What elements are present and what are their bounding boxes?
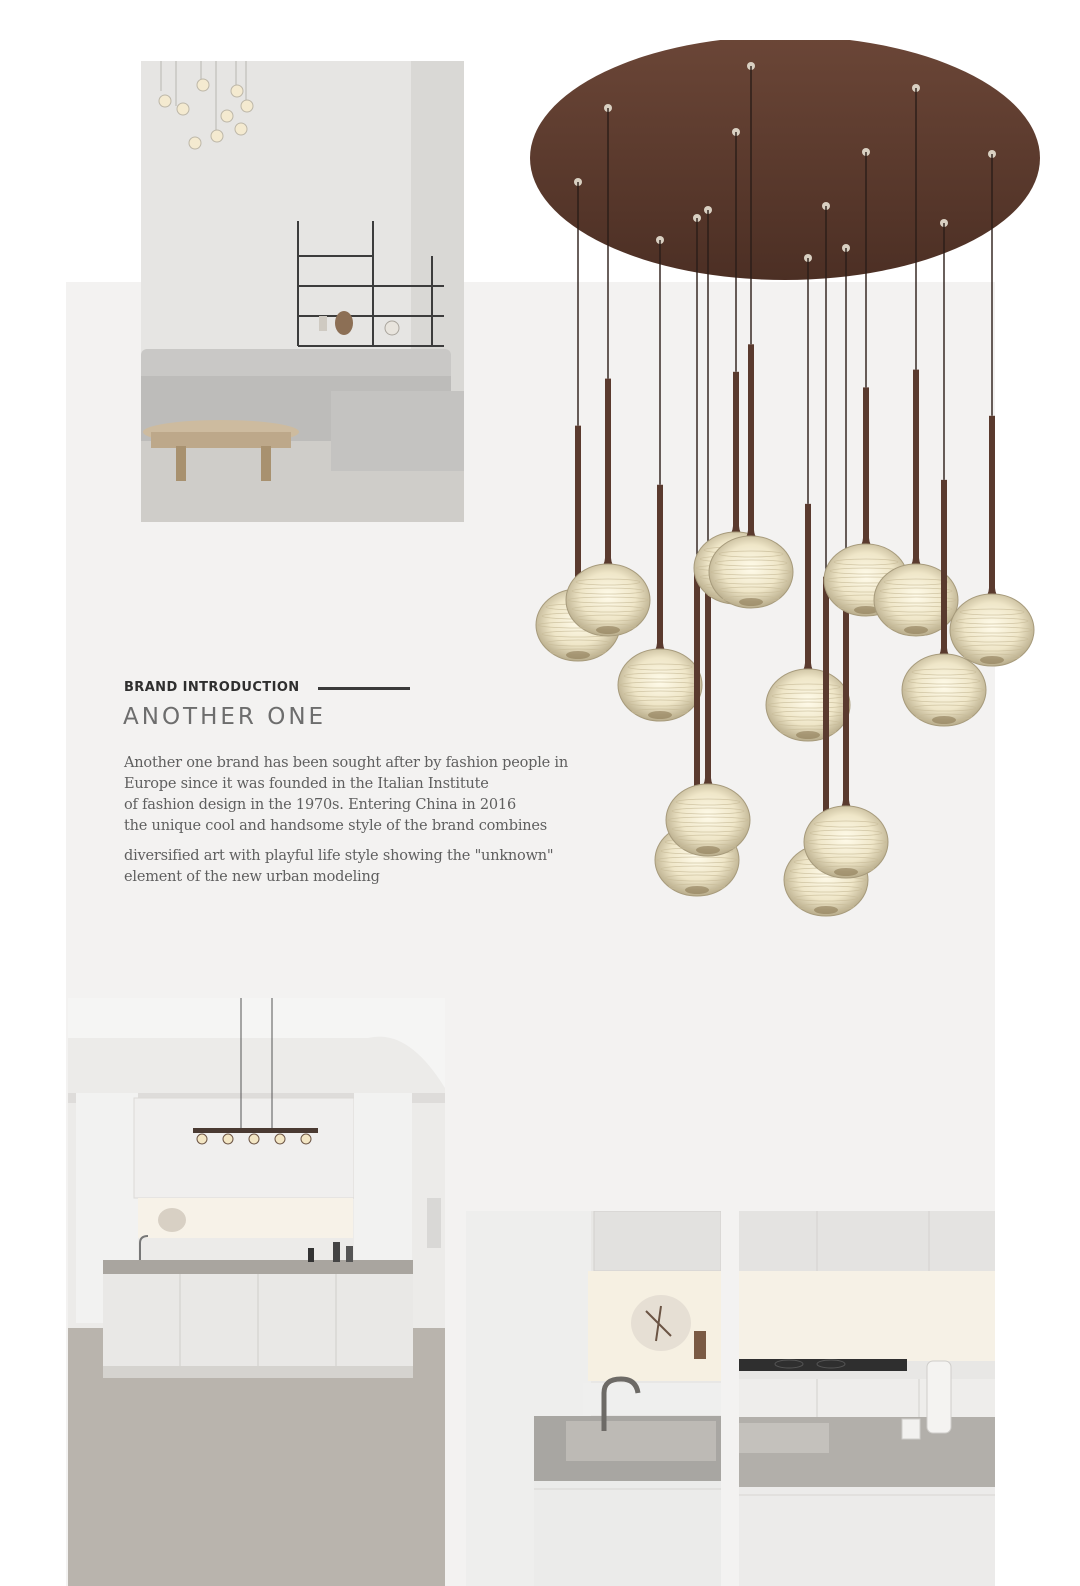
paragraph-line: of fashion design in the 1970s. Entering China in 2016 <box>124 797 516 813</box>
paragraph-line: Europe since it was founded in the Italian Institute <box>124 776 489 792</box>
pendant-lamp <box>766 254 850 741</box>
counter-photo <box>739 1211 995 1586</box>
living-room-photo <box>141 61 464 522</box>
paragraph-line: element of the new urban modeling <box>124 869 380 885</box>
kitchen-photo <box>68 998 445 1586</box>
paragraph-line: diversified art with playful life style showing the "unknown" <box>124 848 554 864</box>
chandelier-product-image <box>520 40 1055 930</box>
pendant-lamp <box>618 236 702 721</box>
paragraph-line: Another one brand has been sought after by fashion people in <box>124 755 568 771</box>
chandelier-canopy <box>530 40 1040 280</box>
brand-divider-line <box>318 687 410 690</box>
sink-photo <box>466 1211 721 1586</box>
brand-name-heading: ANOTHER ONE <box>123 704 327 730</box>
paragraph-line: the unique cool and handsome style of the brand combines <box>124 818 548 834</box>
brand-introduction-label: BRAND INTRODUCTION <box>124 680 300 695</box>
brand-paragraph-1 <box>124 753 584 837</box>
brand-paragraph-2 <box>124 846 584 888</box>
